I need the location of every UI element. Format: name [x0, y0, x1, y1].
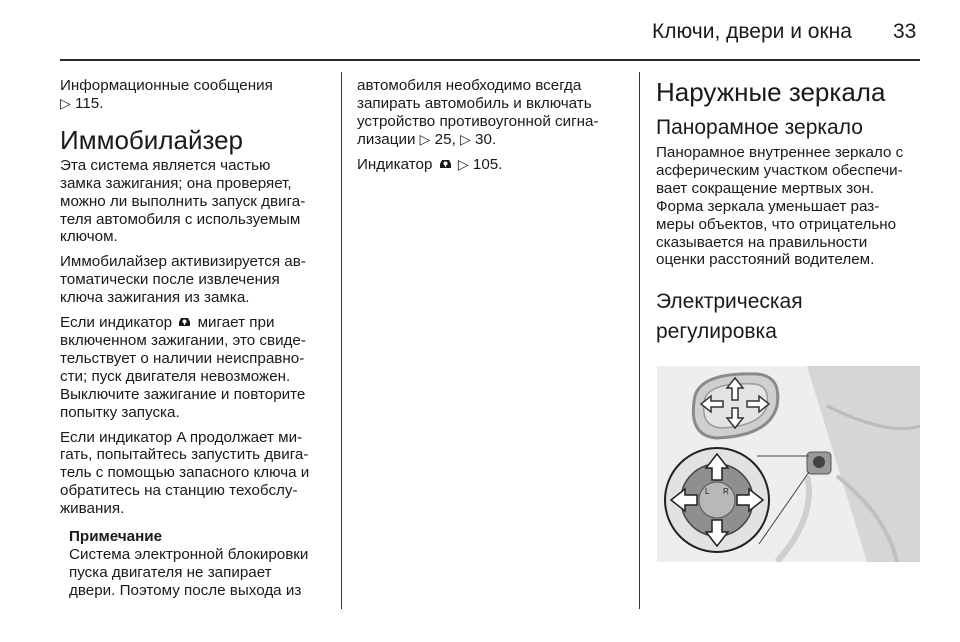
- section-heading-immobilizer: Иммобилайзер: [60, 124, 244, 155]
- chapter-title: Ключи, двери и окна: [652, 20, 852, 43]
- mirror-adjustment-figure: [657, 366, 920, 562]
- continued-paragraph: автомобиля необходимо всегда запирать автомобиль и включать устройство противоугонной сигна- лизации ▷ 25, ▷ 30.: [357, 77, 599, 148]
- note-label: Примечание: [69, 528, 163, 546]
- svg-text:L: L: [705, 487, 710, 496]
- page-ref-arrow-icon: ▷: [457, 155, 469, 172]
- page-ref-arrow-icon: ▷: [419, 130, 431, 147]
- indicator-line: Индикатор ▷ 105.: [357, 155, 503, 173]
- page-number: 33: [893, 20, 917, 43]
- paragraph-4: Если индикатор A продолжает ми- гать, попытайтесь запустить двига- тель с помощью запасного ключа и обратитесь на станцию техобслу- живания.: [60, 428, 310, 518]
- page-ref-arrow-icon: ▷: [60, 94, 71, 111]
- column-1: [60, 77, 330, 600]
- paragraph-1: Эта система является частью замка зажигания; она проверяет, можно ли выполнить запуск двига- теля автомобиля с используемым ключом.: [60, 156, 306, 246]
- intro-paragraph: Информационные сообщения ▷ 115.: [60, 77, 273, 112]
- page-ref-arrow-icon: ▷: [460, 130, 471, 147]
- mirror-control-illustration-icon: [657, 366, 920, 562]
- paragraph-2: Иммобилайзер активизируется ав- томатически после извлечения ключа зажигания из замка.: [60, 253, 306, 307]
- paragraph-panoramic: Панорамное внутреннее зеркало с асферическим участком обеспечи- вает сокращение мертвых зон. Форма зеркала уменьшает раз- меры объектов, что отрицательно сказывается на правильности оценки расстояний водителем.: [656, 144, 904, 269]
- note-block: Примечание Система электронной блокировки пуска двигателя не запирает двери. Поэтому после выхода из: [60, 528, 330, 600]
- column-2: [357, 77, 627, 181]
- column-divider-1: [341, 72, 342, 609]
- column-3: [656, 77, 926, 347]
- car-key-indicator-icon: [178, 315, 191, 328]
- subheading-electric-adjustment: Электрическая регулировка: [656, 290, 803, 344]
- svg-text:R: R: [723, 487, 729, 496]
- column-divider-2: [639, 72, 640, 609]
- car-key-indicator-icon: [439, 157, 452, 170]
- subheading-panoramic-mirror: Панорамное зеркало: [656, 116, 863, 139]
- section-heading-exterior-mirrors: Наружные зеркала: [656, 77, 886, 107]
- header-rule: [60, 59, 920, 61]
- paragraph-3: Если индикатор мигает при включенном зажигании, это свиде- тельствует о наличии неисправно- сти; пуск двигателя невозможен. Выключите зажигание и повторите попытку запуска.: [60, 314, 306, 421]
